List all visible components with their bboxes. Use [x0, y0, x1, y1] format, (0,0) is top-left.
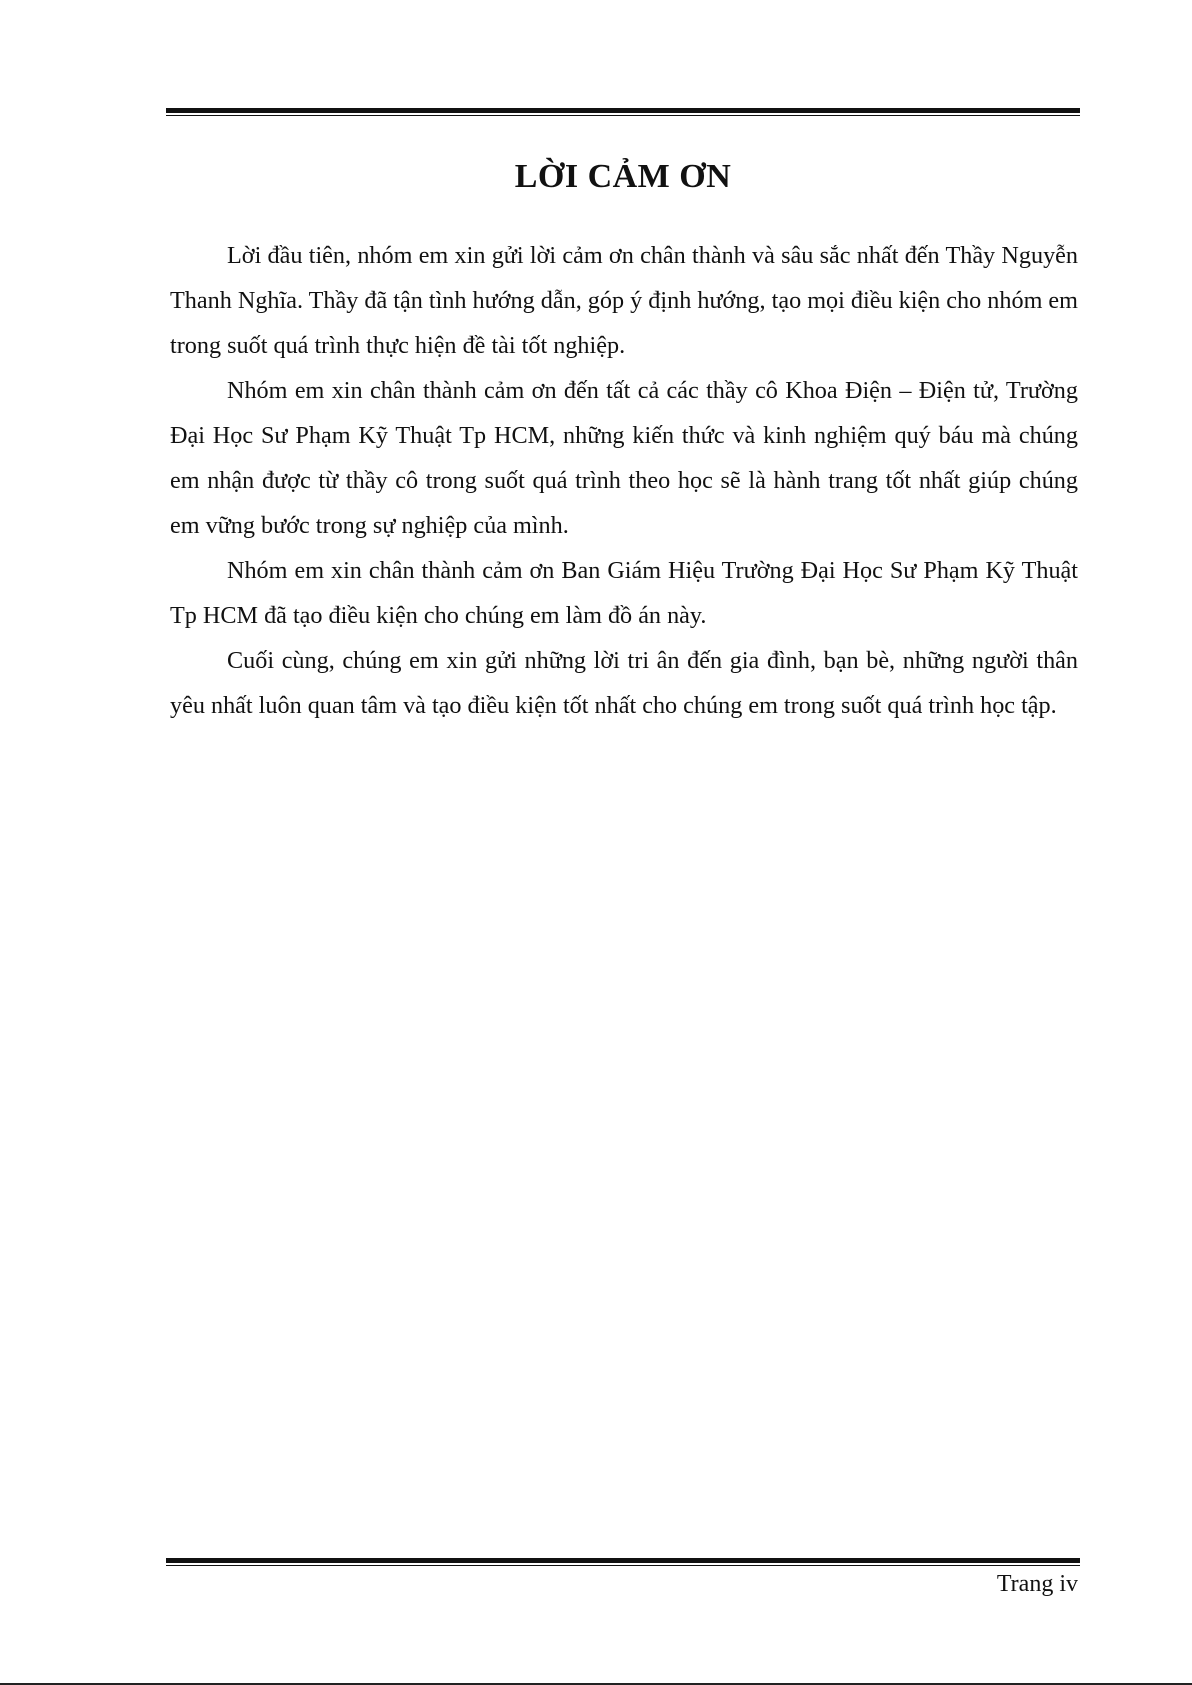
paragraph-3: Nhóm em xin chân thành cảm ơn Ban Giám Hiệu Trường Đại Học Sư Phạm Kỹ Thuật Tp HCM đã tạo điều kiện cho chúng em làm đồ án này.	[170, 557, 1078, 629]
header-rule-thick	[166, 108, 1080, 113]
footer-rule-thick	[166, 1558, 1080, 1563]
paragraph-2: Nhóm em xin chân thành cảm ơn đến tất cả các thầy cô Khoa Điện – Điện tử, Trường Đại Học Sư Phạm Kỹ Thuật Tp HCM, những kiến thức và kinh nghiệm quý báu mà chúng em nhận được từ thầy cô trong suốt quá trình theo học sẽ là hành trang tốt nhất giúp chúng em vững bước trong sự nghiệp của mình.	[170, 377, 1078, 539]
paragraph-1: Lời đầu tiên, nhóm em xin gửi lời cảm ơn chân thành và sâu sắc nhất đến Thầy Nguyễn Thanh Nghĩa. Thầy đã tận tình hướng dẫn, góp ý định hướng, tạo mọi điều kiện cho nhóm em trong suốt quá trình thực hiện đề tài tốt nghiệp.	[170, 242, 1078, 359]
footer-rule	[166, 1558, 1080, 1566]
paragraph-4: Cuối cùng, chúng em xin gửi những lời tri ân đến gia đình, bạn bè, những người thân yêu nhất luôn quan tâm và tạo điều kiện tốt nhất cho chúng em trong suốt quá trình học tập.	[170, 647, 1078, 719]
header-rule	[166, 108, 1080, 116]
footer-rule-thin	[166, 1565, 1080, 1566]
header-rule-thin	[166, 115, 1080, 116]
page-title: LỜI CẢM ƠN	[514, 158, 732, 195]
acknowledgement-body	[170, 233, 1078, 728]
page-number: Trang iv	[996, 1571, 1078, 1597]
